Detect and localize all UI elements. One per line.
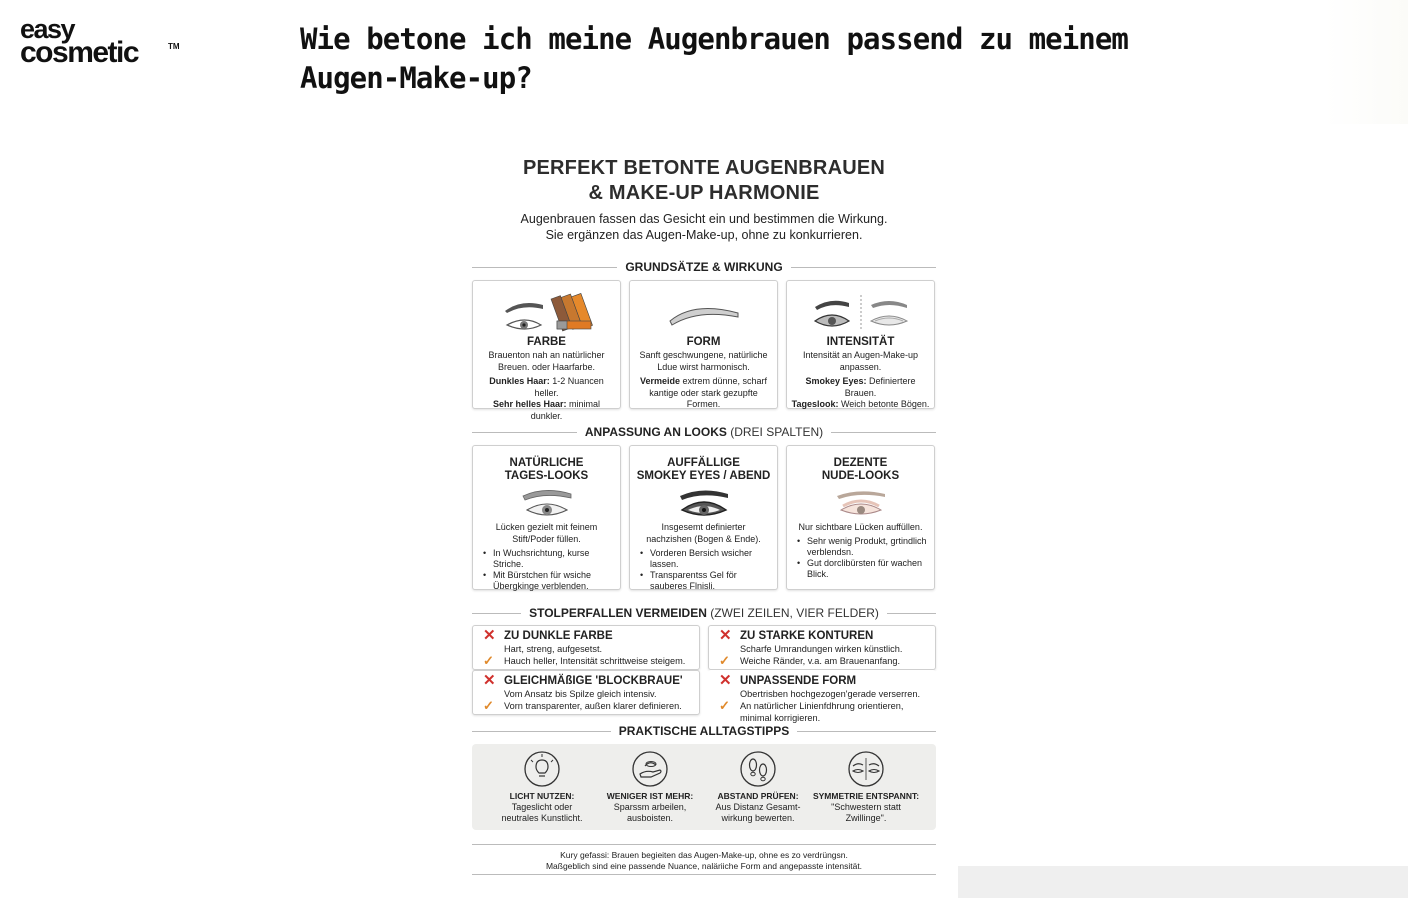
card-title-line-2: TAGES-LOOKS bbox=[504, 470, 589, 482]
infographic-title bbox=[466, 156, 942, 206]
note-bold: Sehr helles Haar: bbox=[492, 399, 567, 409]
symmetric-eyes-icon bbox=[847, 750, 885, 788]
card-note-2 bbox=[477, 399, 616, 422]
note-bold: Smokey Eyes: bbox=[805, 376, 867, 386]
card-title-line-1: NATÜRLICHE bbox=[509, 457, 584, 469]
card-description bbox=[634, 350, 773, 373]
card-title bbox=[787, 457, 934, 483]
bullet-item: • Mit Bürstchen für wsiche Übergkinge verblenden. bbox=[483, 570, 616, 592]
logo-line-1: easy bbox=[20, 14, 75, 44]
card-bullet-list bbox=[640, 548, 773, 592]
x-mark-icon: ✕ bbox=[483, 672, 496, 689]
pitfall-solution-line-2: minimal korrigieren. bbox=[740, 713, 821, 723]
infographic-title-line-1: PERFEKT BETONTE AUGENBRAUEN bbox=[522, 157, 886, 179]
tip-description bbox=[488, 802, 596, 824]
tip-desc-line-2: Zwillinge". bbox=[845, 813, 887, 823]
bullet-item: • In Wuchsrichtung, kurse Striche. bbox=[483, 548, 616, 570]
note-text: Weich betonte Bögen. bbox=[838, 399, 930, 409]
eye-intensity-comparison-icon bbox=[787, 293, 934, 336]
x-mark-icon: ✕ bbox=[483, 627, 496, 644]
card-note-1 bbox=[477, 376, 616, 399]
smokey-eye-icon bbox=[630, 486, 777, 525]
card-desc-line-1: Lücken gezielt mit feinem bbox=[495, 522, 598, 532]
card-bullet-list bbox=[797, 536, 930, 580]
tip-description bbox=[704, 802, 812, 824]
product-hand-icon bbox=[631, 750, 669, 788]
pitfall-strong-contours bbox=[708, 625, 936, 670]
principle-card-intensitaet bbox=[786, 280, 935, 409]
note-text: minimal dunkler. bbox=[530, 399, 601, 421]
check-mark-icon: ✓ bbox=[483, 653, 494, 668]
bullet-item: • Transparentss Gel för sauberes Flnisli. bbox=[640, 570, 773, 592]
bullet-item: • Gut dorclibürsten für wachen Blick. bbox=[797, 558, 930, 580]
easycosmetic-logo[interactable] bbox=[20, 16, 190, 68]
pitfall-too-dark bbox=[472, 625, 700, 670]
card-title bbox=[630, 457, 777, 483]
tip-title: ABSTAND PRÜFEN: bbox=[717, 791, 799, 801]
tips-box bbox=[472, 744, 936, 830]
light-bulb-icon bbox=[523, 750, 561, 788]
card-description bbox=[791, 522, 930, 534]
tip-title: LICHT NUTZEN: bbox=[509, 791, 575, 801]
card-title-line-1: DEZENTE bbox=[833, 457, 888, 469]
pitfall-block-brow bbox=[472, 670, 700, 715]
card-title: FARBE bbox=[527, 336, 566, 348]
card-desc-line-2: Ldue wirst harmonisch. bbox=[657, 361, 750, 372]
principle-card-farbe bbox=[472, 280, 621, 421]
infographic bbox=[466, 150, 942, 880]
x-mark-icon: ✕ bbox=[719, 672, 732, 689]
section-heading-text: GRUNDSÄTZE & WIRKUNG bbox=[625, 260, 783, 274]
section-heading-tips bbox=[472, 724, 936, 738]
pitfall-title: ZU STARKE KONTUREN bbox=[740, 630, 874, 642]
tip-desc-line-2: wirkung bewerten. bbox=[721, 813, 795, 823]
note-text: kantige oder stark gezupfte Formen. bbox=[649, 387, 758, 409]
pitfall-problem: Scharfe Umrandungen wirken künstlich. bbox=[740, 644, 903, 654]
trademark-mark: TM bbox=[168, 42, 180, 51]
card-note-1 bbox=[634, 376, 773, 388]
pitfall-solution: An natürlicher Linienfdhrung orientieren, bbox=[740, 701, 904, 711]
card-desc-line-1: Brauenton nah an natürlicher bbox=[488, 350, 605, 360]
pitfall-wrong-shape bbox=[708, 670, 936, 723]
natural-eye-icon bbox=[473, 486, 620, 525]
card-bullet-list bbox=[483, 548, 616, 592]
logo-line-2: cosmetic bbox=[20, 36, 139, 69]
card-title: INTENSITÄT bbox=[826, 336, 895, 348]
note-text: 1-2 Nuancen heller. bbox=[534, 376, 604, 398]
pitfall-solution: Hauch heller, Intensität schrittweise steigem. bbox=[504, 656, 686, 666]
pitfall-title: ZU DUNKLE FARBE bbox=[504, 630, 613, 642]
infographic-title-line-2: & MAKE-UP HARMONIE bbox=[588, 182, 820, 204]
card-description bbox=[634, 522, 773, 545]
card-title-line-1: AUFFÄLLIGE bbox=[667, 457, 740, 469]
section-heading-light: (ZWEI ZEILEN, VIER FELDER) bbox=[706, 606, 879, 620]
check-mark-icon: ✓ bbox=[719, 698, 730, 713]
check-mark-icon: ✓ bbox=[483, 698, 494, 713]
card-title bbox=[473, 457, 620, 483]
tip-desc-line-2: neutrales Kunstlicht. bbox=[501, 813, 583, 823]
tip-title: WENIGER IST MEHR: bbox=[606, 791, 694, 801]
card-notes bbox=[634, 376, 773, 411]
tip-desc-line-1: Aus Distanz Gesamt- bbox=[715, 802, 801, 812]
footer-line-2: Maßgeblich sind eine passende Nuance, naläriiche Form and angepasste intensität. bbox=[545, 861, 863, 871]
footprints-icon bbox=[739, 750, 777, 788]
pitfall-title: UNPASSENDE FORM bbox=[740, 675, 857, 687]
section-heading-light: (DREI SPALTEN) bbox=[726, 425, 824, 439]
corner-decoration bbox=[1324, 0, 1408, 124]
card-title-line-2: NUDE-LOOKS bbox=[821, 470, 900, 482]
principle-card-form bbox=[629, 280, 778, 409]
check-mark-icon: ✓ bbox=[719, 653, 730, 668]
bottom-bar bbox=[958, 866, 1408, 898]
pitfall-problem: Obertrisben hochgezogen'gerade verserren. bbox=[740, 689, 920, 699]
look-card-smokey bbox=[629, 445, 778, 590]
card-desc-line-1: Insgesemt definierter bbox=[661, 522, 746, 532]
section-heading-pitfalls bbox=[472, 606, 936, 620]
note-bold: Tageslook: bbox=[791, 399, 839, 409]
infographic-subtitle bbox=[466, 211, 942, 243]
card-note-2 bbox=[634, 388, 773, 411]
pitfall-problem: Vom Ansatz bis Spilze gleich intensiv. bbox=[504, 689, 657, 699]
footer-rule-bottom bbox=[472, 874, 936, 875]
pitfall-solution: Vorn transparenter, außen klarer definieren. bbox=[504, 701, 682, 711]
look-card-nude bbox=[786, 445, 935, 590]
note-bold: Dunkles Haar: bbox=[489, 376, 550, 386]
section-heading-text: PRAKTISCHE ALLTAGSTIPPS bbox=[618, 724, 790, 738]
section-heading-principles bbox=[472, 260, 936, 274]
bullet-item: • Sehr wenig Produkt, grtindlich verblendsn. bbox=[797, 536, 930, 558]
tip-desc-line-1: Sparssm arbeilen, bbox=[613, 802, 687, 812]
card-description bbox=[791, 350, 930, 373]
subtitle-line-2: Sie ergänzen das Augen-Make-up, ohne zu konkurrieren. bbox=[545, 228, 863, 242]
section-heading-bold: STOLPERFALLEN VERMEIDEN bbox=[529, 606, 707, 620]
subtitle-line-1: Augenbrauen fassen das Gesicht ein und bestimmen die Wirkung. bbox=[520, 212, 888, 226]
card-note-1 bbox=[791, 376, 930, 399]
footer-summary bbox=[472, 850, 936, 872]
card-desc-line-1: Intensität an Augen-Make-up bbox=[802, 350, 919, 360]
card-desc-line-2: Breuen. oder Haarfarbe. bbox=[497, 361, 596, 372]
footer-line-1: Kury gefassi: Brauen begieiten das Augen-Make-up, ohne es zo verdrüngsn. bbox=[560, 850, 848, 860]
tip-description bbox=[812, 802, 920, 824]
look-card-natural bbox=[472, 445, 621, 590]
section-heading-bold: ANPASSUNG AN LOOKS bbox=[584, 425, 727, 439]
page-title: Wie betone ich meine Augenbrauen passend zu meinem Augen-Make-up? bbox=[300, 22, 1128, 95]
pitfall-problem: Hart, streng, aufgesetst. bbox=[504, 644, 603, 654]
footer-rule-top bbox=[472, 844, 936, 845]
note-text: Definiertere Brauen. bbox=[844, 376, 916, 398]
nude-eye-icon bbox=[787, 486, 934, 525]
tip-desc-line-1: Tageslicht oder bbox=[511, 802, 573, 812]
section-heading-looks bbox=[472, 425, 936, 439]
card-desc-line-2: Stift/Poder füllen. bbox=[512, 533, 581, 544]
card-title: FORM bbox=[686, 336, 721, 348]
card-notes bbox=[477, 376, 616, 422]
pitfall-title: GLEICHMÄßIGE 'BLOCKBRAUE' bbox=[504, 675, 683, 687]
bullet-item: • Vorderen Bersich wsicher lassen. bbox=[640, 548, 773, 570]
card-desc-line-2: nachzishen (Bogen & Ende). bbox=[646, 533, 761, 544]
pitfall-solution: Weiche Ränder, v.a. am Brauenanfang. bbox=[740, 656, 901, 666]
card-note-2 bbox=[791, 399, 930, 411]
tip-desc-line-1: "Schwestern statt bbox=[831, 802, 901, 812]
card-description bbox=[477, 350, 616, 373]
card-desc-line-1: Nur sichtbare Lücken auffüllen. bbox=[798, 522, 923, 532]
card-desc-line-1: Sanft geschwungene, natürliche bbox=[639, 350, 768, 360]
tip-title: SYMMETRIE ENTSPANNT: bbox=[812, 791, 920, 801]
eyebrow-color-swatch-icon bbox=[473, 289, 620, 338]
note-bold: Vermeide bbox=[639, 376, 680, 386]
tip-desc-line-2: ausboisten. bbox=[626, 813, 674, 823]
note-text: extrem dünne, scharf bbox=[679, 376, 768, 386]
card-title-line-2: SMOKEY EYES / ABEND bbox=[636, 470, 771, 482]
card-description bbox=[477, 522, 616, 545]
tip-description bbox=[596, 802, 704, 824]
eyebrow-shape-icon bbox=[630, 295, 777, 334]
card-desc-line-2: anpassen. bbox=[839, 361, 882, 372]
card-notes bbox=[791, 376, 930, 411]
x-mark-icon: ✕ bbox=[719, 627, 732, 644]
